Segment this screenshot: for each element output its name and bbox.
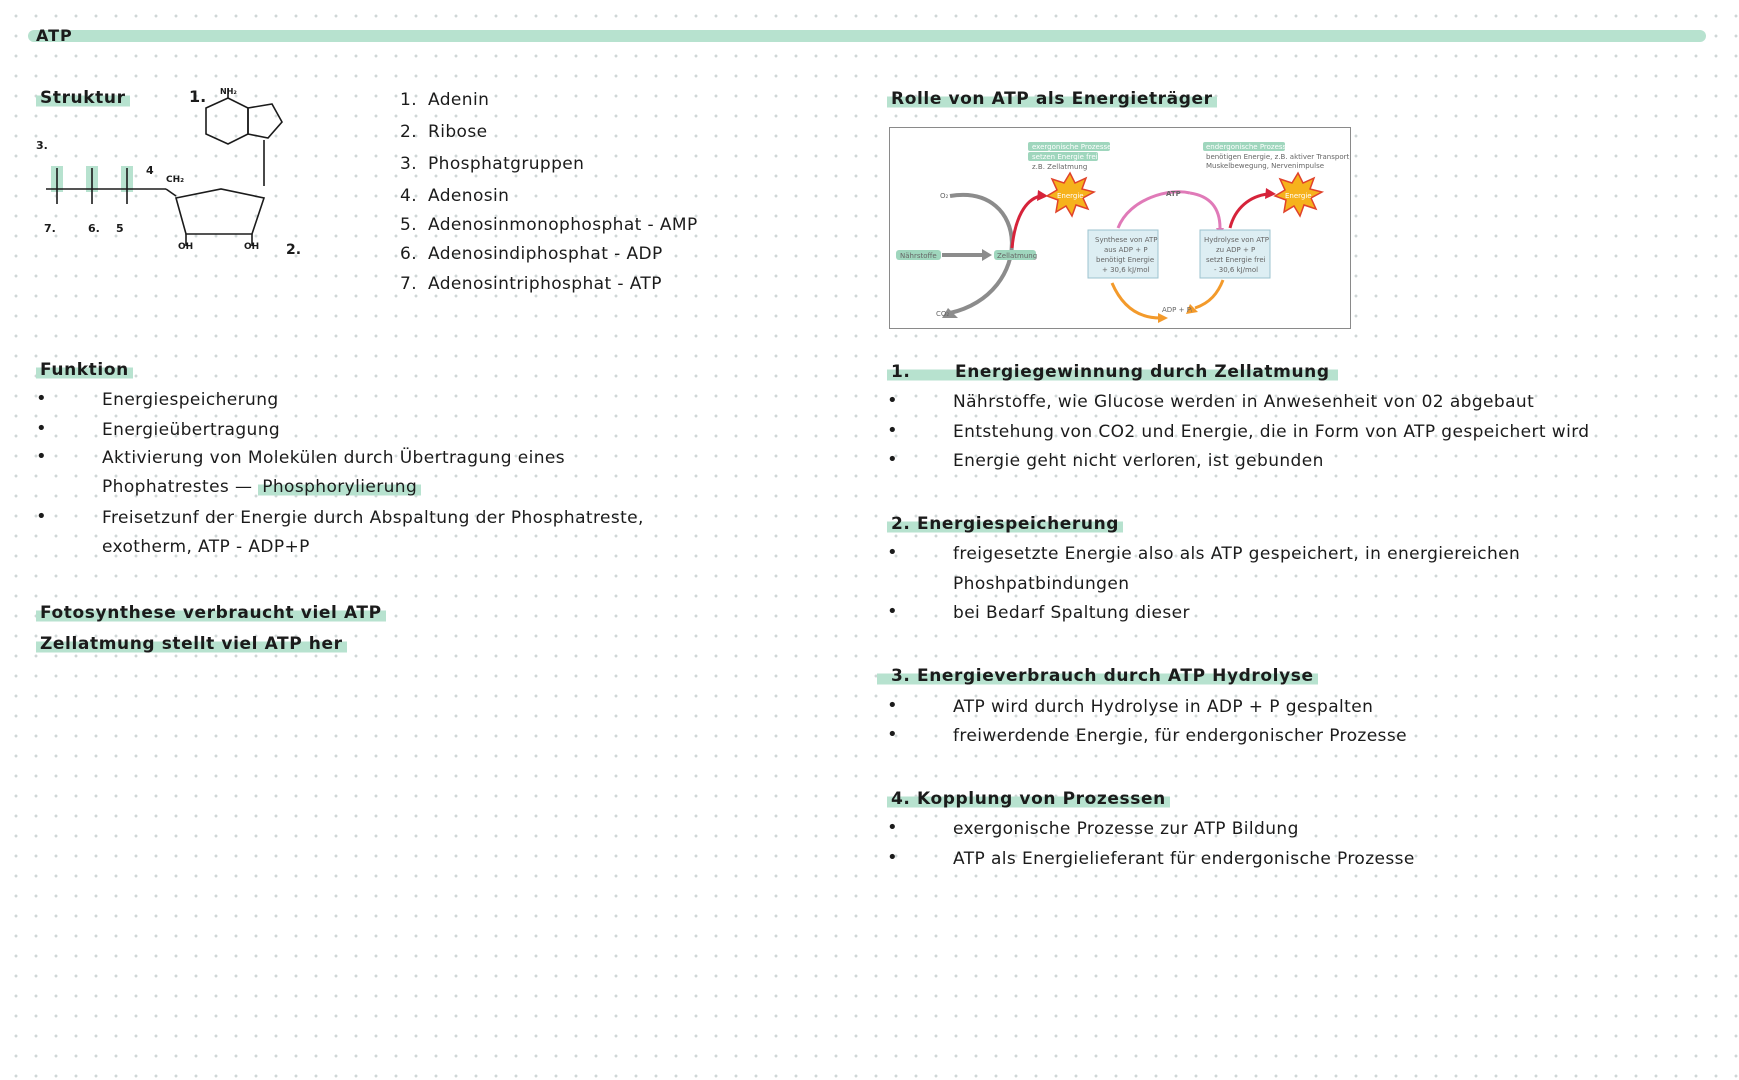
- formula-label-ch2: CH₂: [166, 175, 185, 185]
- formula-label-nh2: NH₂: [220, 87, 237, 96]
- energie-label-left: Energie: [1057, 192, 1084, 200]
- svg-text:Synthese von ATP: Synthese von ATP: [1095, 236, 1158, 244]
- list-item: 3. Phosphatgruppen: [400, 154, 585, 174]
- adp-label: ADP + Pᵢ: [1162, 306, 1193, 314]
- energy-diagram: [889, 127, 1351, 329]
- formula-label-7: 7.: [44, 222, 56, 235]
- naehrstoffe-label: Nährstoffe: [900, 252, 937, 260]
- formula-label-5: 5: [116, 222, 124, 235]
- bullet: •: [36, 446, 47, 467]
- svg-text:zu ADP + P: zu ADP + P: [1216, 246, 1256, 254]
- bullet: •: [887, 420, 898, 441]
- struktur-list: [400, 90, 698, 304]
- formula-label-oh1: OH: [178, 242, 194, 252]
- exergon-sub2: z.B. Zellatmung: [1032, 163, 1088, 171]
- section-3-item: freiwerdende Energie, für endergonischer Prozesse: [953, 726, 1407, 746]
- bullet: •: [887, 542, 898, 563]
- section-2-item-continuation: Phoshpatbindungen: [953, 574, 1130, 594]
- svg-text:Hydrolyse von ATP: Hydrolyse von ATP: [1204, 236, 1269, 244]
- energie-label-right: Energie: [1285, 192, 1312, 200]
- list-item: 4. Adenosin: [400, 186, 510, 206]
- bullet: •: [887, 817, 898, 838]
- section-1-item: Entstehung von CO2 und Energie, die in Form von ATP gespeichert wird: [953, 422, 1590, 442]
- energy-diagram-graphic: [890, 128, 1350, 328]
- bullet: •: [887, 601, 898, 622]
- rolle-heading: Rolle von ATP als Energieträger: [887, 89, 1217, 109]
- formula-label-3: 3.: [36, 139, 48, 152]
- bullet: •: [887, 390, 898, 411]
- section-2-heading: 2. Energiespeicherung: [887, 514, 1123, 534]
- o2-label: O₂: [940, 192, 949, 200]
- exergon-sub: setzen Energie frei: [1032, 153, 1098, 161]
- struktur-heading-text: Struktur: [36, 88, 130, 108]
- section-1-item: Energie geht nicht verloren, ist gebunden: [953, 451, 1324, 471]
- funktion-item: Freisetzunf der Energie durch Abspaltung der Phosphatreste,: [102, 508, 644, 528]
- funktion-item: Aktivierung von Molekülen durch Übertragung eines: [102, 448, 566, 468]
- atp-structure-formula: [36, 86, 326, 256]
- list-item: 5. Adenosinmonophosphat - AMP: [400, 215, 698, 235]
- bullet: •: [887, 449, 898, 470]
- phosphorylierung-highlight: Phosphorylierung: [258, 477, 421, 497]
- title-highlight-bar: [28, 30, 1706, 42]
- svg-text:setzt Energie frei: setzt Energie frei: [1206, 256, 1266, 264]
- funktion-heading: Funktion: [36, 360, 133, 380]
- exergon-label: exergonische Prozesse: [1032, 143, 1112, 151]
- section-2-item: bei Bedarf Spaltung dieser: [953, 603, 1190, 623]
- page-title: ATP: [36, 26, 73, 45]
- section-1-item: Nährstoffe, wie Glucose werden in Anwesenheit von 02 abgebaut: [953, 392, 1535, 412]
- bullet: •: [887, 847, 898, 868]
- svg-text:benötigt Energie: benötigt Energie: [1096, 256, 1155, 264]
- section-3-heading: 3. Energieverbrauch durch ATP Hydrolyse: [877, 666, 1318, 686]
- section-4-item: exergonische Prozesse zur ATP Bildung: [953, 819, 1299, 839]
- bullet: •: [887, 695, 898, 716]
- formula-label-4: 4: [146, 164, 154, 177]
- list-item: 2. Ribose: [400, 122, 488, 142]
- list-item: 7. Adenosintriphosphat - ATP: [400, 274, 662, 294]
- endergon-label: endergonische Prozesse: [1206, 143, 1291, 151]
- list-item: 1. Adenin: [400, 90, 490, 110]
- bullet: •: [36, 418, 47, 439]
- section-2-item: freigesetzte Energie also als ATP gespeichert, in energiereichen: [953, 544, 1521, 564]
- list-item: 6. Adenosindiphosphat - ADP: [400, 244, 663, 264]
- formula-label-1: 1.: [189, 87, 207, 106]
- section-4-item: ATP als Energielieferant für endergonische Prozesse: [953, 849, 1415, 869]
- co2-label: CO₂: [936, 310, 950, 318]
- svg-text:aus ADP + P: aus ADP + P: [1104, 246, 1148, 254]
- endergon-sub2: Muskelbewegung, Nervenimpulse: [1206, 162, 1325, 170]
- bullet: •: [36, 506, 47, 527]
- section-1-heading: 1. Energiegewinnung durch Zellatmung: [887, 362, 1338, 382]
- atp-label: ATP: [1166, 190, 1181, 198]
- note-zellatmung: Zellatmung stellt viel ATP her: [36, 634, 347, 654]
- note-fotosynthese: Fotosynthese verbraucht viel ATP: [36, 603, 386, 623]
- formula-label-6: 6.: [88, 222, 100, 235]
- svg-text:+ 30,6 kJ/mol: + 30,6 kJ/mol: [1102, 266, 1150, 274]
- bullet: •: [36, 388, 47, 409]
- zellatmung-label: Zellatmung: [997, 252, 1038, 260]
- section-4-heading: 4. Kopplung von Prozessen: [887, 789, 1170, 809]
- funktion-item: Energiespeicherung: [102, 390, 279, 410]
- bullet: •: [887, 724, 898, 745]
- funktion-item-continuation: Phophatrestes — Phosphorylierung: [102, 477, 421, 497]
- formula-label-oh2: OH: [244, 242, 260, 252]
- section-3-item: ATP wird durch Hydrolyse in ADP + P gespalten: [953, 697, 1374, 717]
- svg-text:- 30,6 kJ/mol: - 30,6 kJ/mol: [1214, 266, 1259, 274]
- endergon-sub: benötigen Energie, z.B. aktiver Transport,: [1206, 153, 1350, 161]
- funktion-item-continuation: exotherm, ATP - ADP+P: [102, 537, 310, 557]
- funktion-item: Energieübertragung: [102, 420, 281, 440]
- formula-label-2: 2.: [286, 242, 302, 256]
